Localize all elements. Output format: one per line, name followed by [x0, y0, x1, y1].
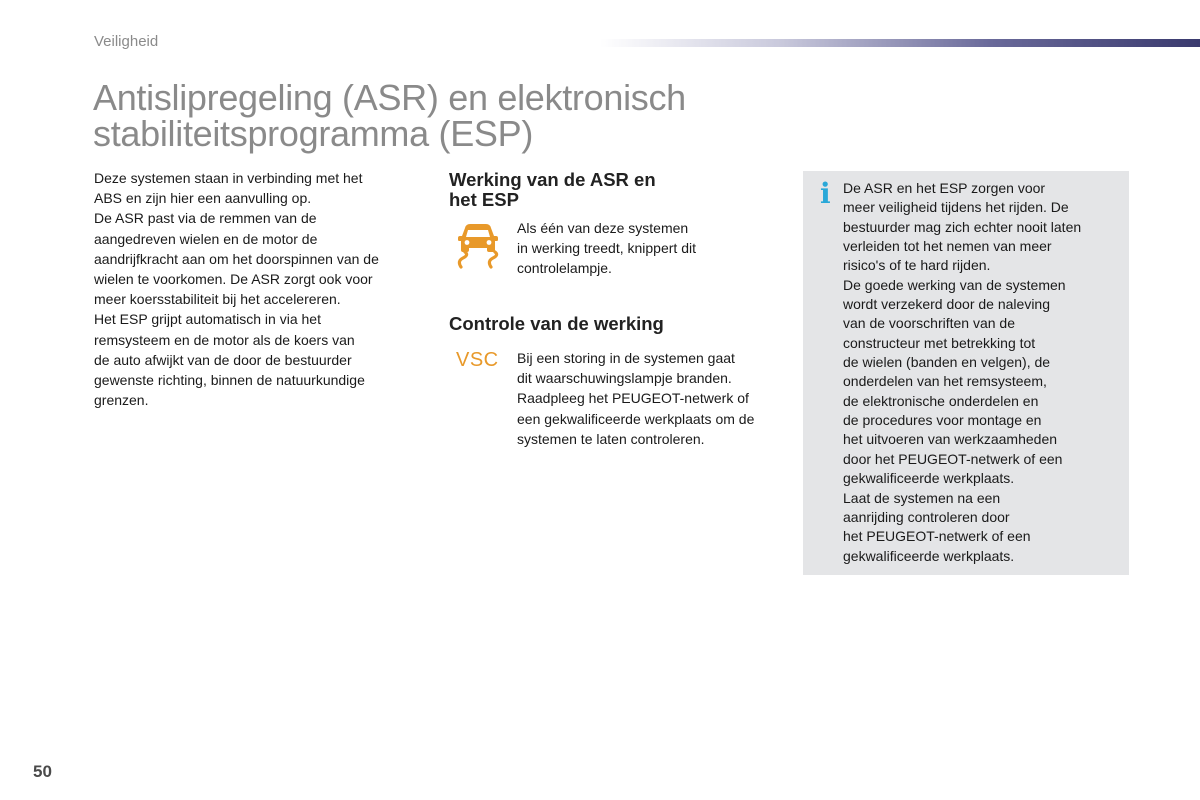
- page-title: [93, 77, 853, 154]
- info-line: gekwalificeerde werkplaats.: [843, 547, 1015, 564]
- info-text: [843, 179, 1081, 566]
- intro-paragraph: [94, 168, 429, 410]
- intro-line: meer koersstabiliteit bij het accelereren.: [94, 291, 341, 308]
- check-line: systemen te laten controleren.: [517, 430, 705, 447]
- info-line: De ASR en het ESP zorgen voor: [843, 180, 1046, 196]
- info-icon: i: [820, 177, 831, 210]
- info-line: risico's of te hard rijden.: [843, 257, 991, 274]
- intro-line: de auto afwijkt van de door de bestuurder: [94, 351, 352, 368]
- info-line: wordt verzekerd door de naleving: [843, 296, 1051, 313]
- info-line: het uitvoeren van werkzaamheden: [843, 431, 1058, 448]
- intro-line: gewenste richting, binnen de natuurkundige: [94, 372, 365, 389]
- check-line: Bij een storing in de systemen gaat: [517, 350, 735, 366]
- intro-line: aangedreven wielen en de motor de: [94, 230, 318, 247]
- section-label: Veiligheid: [94, 33, 159, 50]
- info-line: meer veiligheid tijdens het rijden. De: [843, 199, 1069, 216]
- vsc-warning-icon: VSC: [456, 349, 499, 371]
- info-line: van de voorschriften van de: [843, 315, 1015, 332]
- info-line: de elektronische onderdelen en: [843, 392, 1039, 409]
- check-line: een gekwalificeerde werkplaats om de: [517, 410, 755, 427]
- info-line: de procedures voor montage en: [843, 412, 1042, 429]
- check-line: Raadpleeg het PEUGEOT-netwerk of: [517, 390, 749, 407]
- page-number: 50: [33, 762, 52, 781]
- intro-line: grenzen.: [94, 392, 149, 409]
- intro-line: wielen te voorkomen. De ASR zorgt ook voor: [94, 271, 373, 288]
- operation-line: in werking treedt, knippert dit: [517, 240, 696, 257]
- intro-line: aandrijfkracht aan om het doorspinnen van de: [94, 250, 379, 267]
- info-line: de wielen (banden en velgen), de: [843, 354, 1051, 371]
- header-gradient-bar: [600, 39, 1200, 47]
- info-line: De goede werking van de systemen: [843, 276, 1066, 293]
- info-line: aanrijding controleren door: [843, 508, 1010, 525]
- info-line: bestuurder mag zich echter nooit laten: [843, 218, 1082, 235]
- intro-line: remsysteem en de motor als de koers van: [94, 331, 355, 348]
- intro-line: ABS en zijn hier een aanvulling op.: [94, 190, 312, 207]
- info-line: onderdelen van het remsysteem,: [843, 373, 1047, 390]
- heading-line: Controle van de werking: [449, 313, 664, 334]
- intro-line: Deze systemen staan in verbinding met het: [94, 170, 363, 186]
- operation-line: controlelampje.: [517, 260, 612, 277]
- title-line: stabiliteitsprogramma (ESP): [93, 113, 534, 154]
- skid-warning-icon: [455, 222, 501, 270]
- info-line: Laat de systemen na een: [843, 489, 1001, 506]
- operation-line: Als één van deze systemen: [517, 220, 689, 236]
- info-line: verleiden tot het nemen van meer: [843, 238, 1052, 255]
- info-line: gekwalificeerde werkplaats.: [843, 470, 1015, 487]
- heading-line: het ESP: [449, 189, 519, 210]
- title-line: Antislipregeling (ASR) en elektronisch: [93, 77, 686, 118]
- check-text: [517, 348, 754, 449]
- info-line: constructeur met betrekking tot: [843, 334, 1036, 351]
- operation-text: [517, 218, 696, 279]
- intro-line: Het ESP grijpt automatisch in via het: [94, 311, 321, 328]
- check-heading: [449, 314, 664, 334]
- heading-line: Werking van de ASR en: [449, 169, 656, 190]
- info-line: door het PEUGEOT-netwerk of een: [843, 450, 1063, 467]
- operation-heading: [449, 170, 656, 210]
- info-line: het PEUGEOT-netwerk of een: [843, 528, 1031, 545]
- check-line: dit waarschuwingslampje branden.: [517, 370, 732, 387]
- intro-line: De ASR past via de remmen van de: [94, 210, 317, 227]
